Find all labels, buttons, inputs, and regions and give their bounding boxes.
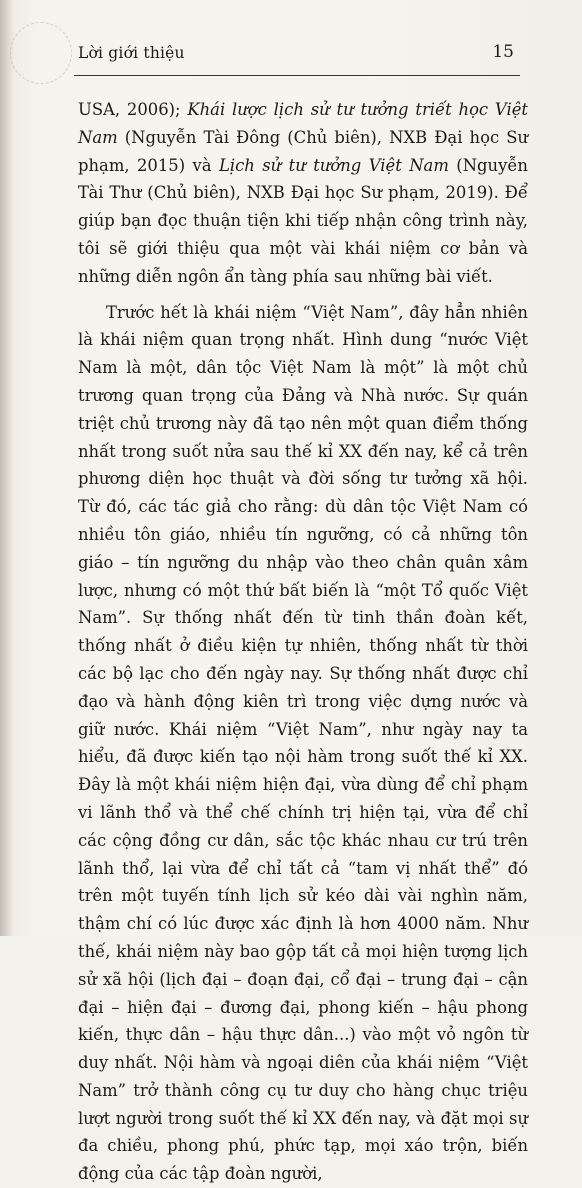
header-rule <box>74 75 520 76</box>
book-title: Lịch sử tư tưởng Việt Nam <box>218 155 449 175</box>
book-title: Khái lược lịch sử tư tưởng triết học Việt Nam <box>78 100 529 147</box>
body-text <box>78 96 528 1188</box>
text-run: (Nguyễn Tài Thư (Chủ biên), NXB Đại học Sư phạm, 2019). Để giúp bạn đọc thuận tiện khi tiếp nhận công trình này, tôi sẽ giới thiệu qua một vài khái niệm cơ bản và những diễn ngôn ẩn tàng phía sau những bài viết. <box>78 155 528 286</box>
page-header <box>78 44 514 72</box>
paragraph <box>78 299 528 1188</box>
running-head: Lời giới thiệu <box>78 44 185 62</box>
text-run: Trước hết là khái niệm “Việt Nam”, đây hẳn nhiên là khái niệm quan trọng nhất. Hình dung “nước Việt Nam là một, dân tộc Việt Nam là một” là một chủ trương quan trọng của Đảng và Nhà nước. Sự quán triệt chủ trương này đã tạo nên một quan điểm thống nhất trong suốt nửa sau thế kỉ XX đến nay, kể cả trên phương diện học thuật và đời sống tư tưởng xã hội. Từ đó, các tác giả cho rằng: dù dân tộc Việt Nam có nhiều tôn giáo, nhiều tín ngưỡng, có cả những tôn giáo – tín ngưỡng du nhập vào theo chân quân xâm lược, nhưng có một thứ bất biến là “một Tổ quốc Việt Nam”. Sự thống nhất đến từ tinh thần đoàn kết, thống nhất ở điều kiện tự nhiên, thống nhất từ thời các bộ lạc cho đến ngày nay. Sự thống nhất được chỉ đạo và hành động kiên trì trong việc dựng nước và giữ nước. Khái niệm “Việt Nam”, như ngày nay ta hiểu, đã được kiến tạo nội hàm trong suốt thế kỉ XX. Đây là một khái niệm hiện đại, vừa dùng để chỉ phạm vi lãnh thổ và thể chế chính trị hiện tại, vừa để chỉ các cộng đồng cư dân, sắc tộc khác nhau cư trú trên lãnh thổ, lại vừa để chỉ tất cả “tam vị nhất thể” đó trên một tuyến tính lịch sử kéo dài vài nghìn năm, thậm chí có lúc được xác định là hơn 4000 năm. Như thế, khái niệm này bao gộp tất cả mọi hiện tượng lịch sử xã hội (lịch đại – đoạn đại, cổ đại – trung đại – cận đại – hiện đại – đương đại, phong kiến – hậu phong kiến, thực dân – hậu thực dân...) vào một vỏ ngôn từ duy nhất. Nội hàm và ngoại diên của khái niệm “Việt Nam” trở thành công cụ tư duy cho hàng chục triệu lượt người trong suốt thế kỉ XX đến nay, và đặt mọi sự đa chiều, phong phú, phức tạp, mọi xáo trộn, biến động của các tập đoàn người, <box>78 302 528 1184</box>
page-number: 15 <box>492 42 514 62</box>
text-run: (Nguyễn Tài Đông (Chủ biên), NXB Đại học Sư phạm, 2015) và <box>78 127 528 175</box>
book-spine-shadow <box>0 0 14 936</box>
faded-ornament <box>10 22 72 84</box>
text-run: USA, 2006); <box>78 100 188 119</box>
paragraph <box>78 96 528 291</box>
